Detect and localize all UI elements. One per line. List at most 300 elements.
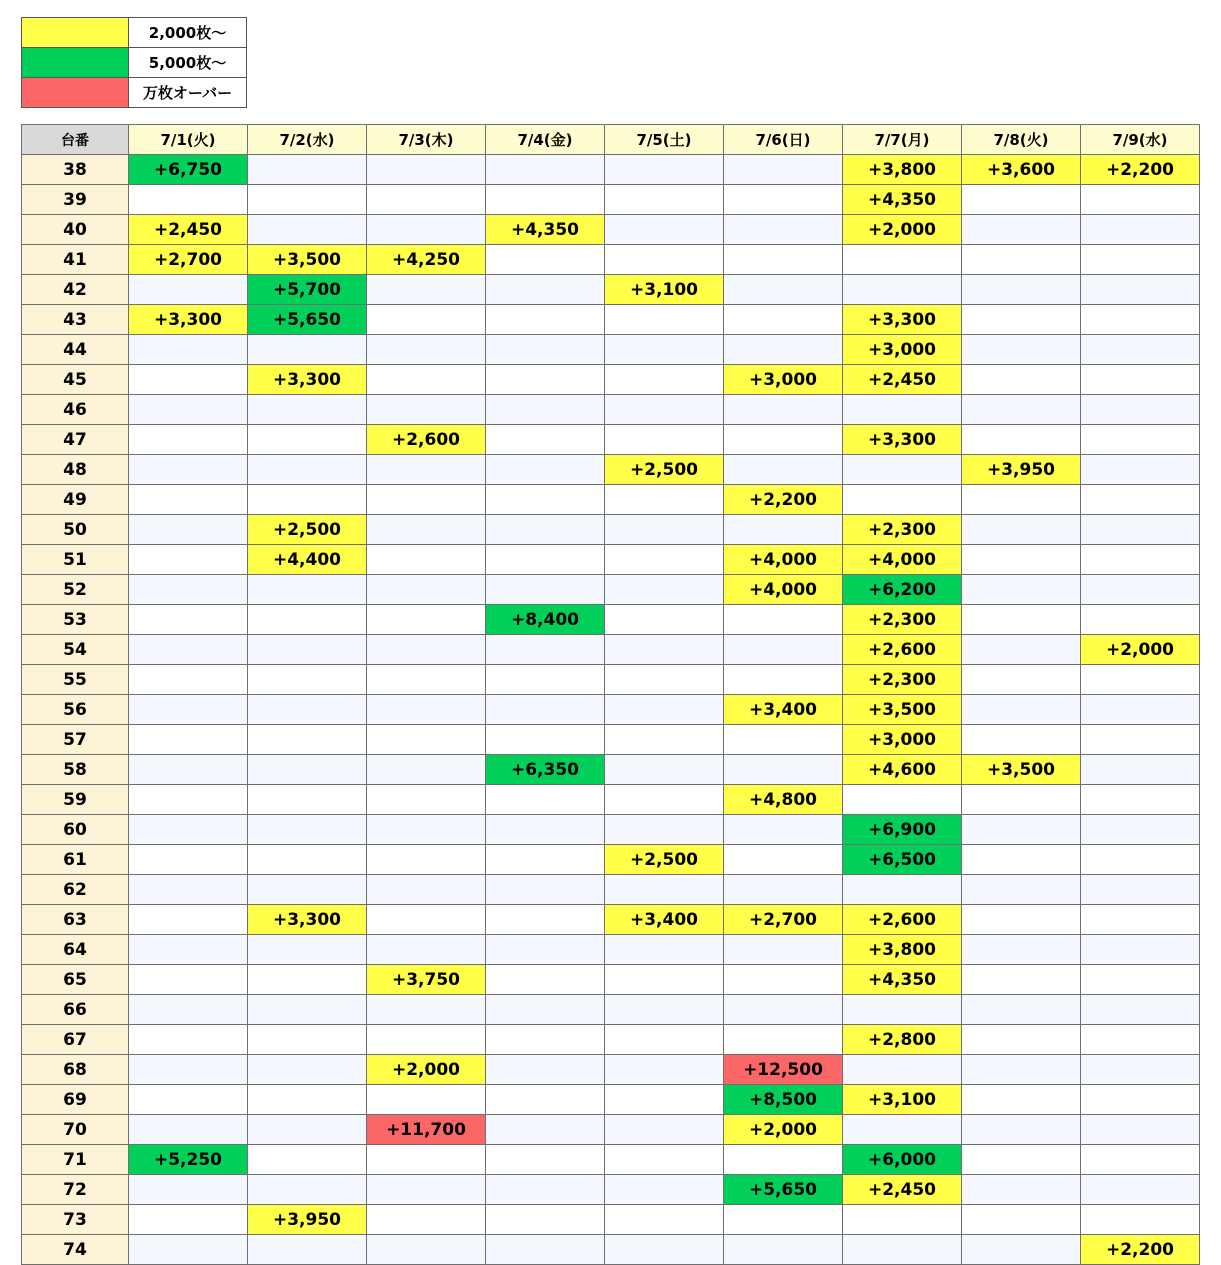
result-cell <box>1081 1025 1200 1055</box>
result-cell: +2,300 <box>843 605 962 635</box>
result-cell <box>1081 245 1200 275</box>
machine-number: 46 <box>22 395 129 425</box>
result-cell: +2,600 <box>843 905 962 935</box>
result-cell: +2,000 <box>724 1115 843 1145</box>
result-cell <box>248 695 367 725</box>
result-cell: +3,800 <box>843 935 962 965</box>
result-cell <box>605 1055 724 1085</box>
result-cell <box>486 665 605 695</box>
result-cell: +3,400 <box>724 695 843 725</box>
machine-number: 62 <box>22 875 129 905</box>
table-row <box>22 215 1200 245</box>
result-cell <box>843 455 962 485</box>
result-cell <box>248 845 367 875</box>
result-cell <box>248 1025 367 1055</box>
result-cell <box>724 155 843 185</box>
result-cell <box>843 995 962 1025</box>
table-row <box>22 1085 1200 1115</box>
machine-number: 71 <box>22 1145 129 1175</box>
machine-number-header: 台番 <box>22 125 129 155</box>
result-cell <box>129 635 248 665</box>
legend-label: 2,000枚～ <box>129 18 247 48</box>
result-cell <box>1081 575 1200 605</box>
table-row <box>22 275 1200 305</box>
result-cell: +4,000 <box>724 545 843 575</box>
result-cell <box>486 1055 605 1085</box>
result-cell <box>1081 515 1200 545</box>
legend-table <box>21 17 247 108</box>
result-cell <box>962 305 1081 335</box>
machine-number: 74 <box>22 1235 129 1265</box>
result-cell <box>486 695 605 725</box>
machine-number: 52 <box>22 575 129 605</box>
legend-row <box>22 78 247 108</box>
result-cell: +12,500 <box>724 1055 843 1085</box>
result-cell <box>724 245 843 275</box>
result-cell <box>367 605 486 635</box>
machine-number: 61 <box>22 845 129 875</box>
machine-number: 49 <box>22 485 129 515</box>
result-cell <box>1081 785 1200 815</box>
result-cell <box>724 725 843 755</box>
result-cell <box>1081 965 1200 995</box>
date-header: 7/9(水) <box>1081 125 1200 155</box>
result-cell: +2,700 <box>724 905 843 935</box>
result-cell <box>367 785 486 815</box>
result-cell <box>248 485 367 515</box>
result-cell <box>367 575 486 605</box>
machine-number: 58 <box>22 755 129 785</box>
result-cell <box>486 635 605 665</box>
result-cell <box>724 215 843 245</box>
result-cell <box>367 215 486 245</box>
table-row <box>22 155 1200 185</box>
date-header: 7/3(木) <box>367 125 486 155</box>
result-cell <box>248 215 367 245</box>
result-cell <box>486 515 605 545</box>
table-row <box>22 635 1200 665</box>
result-cell <box>1081 1205 1200 1235</box>
result-cell: +6,000 <box>843 1145 962 1175</box>
result-cell: +2,800 <box>843 1025 962 1055</box>
result-cell <box>605 1235 724 1265</box>
result-cell <box>129 695 248 725</box>
result-cell: +2,500 <box>605 845 724 875</box>
result-cell <box>605 1175 724 1205</box>
result-cell <box>605 185 724 215</box>
result-cell <box>962 725 1081 755</box>
result-cell: +2,500 <box>248 515 367 545</box>
result-cell <box>605 1115 724 1145</box>
result-cell <box>605 335 724 365</box>
result-cell <box>486 545 605 575</box>
result-cell <box>129 1025 248 1055</box>
result-cell <box>605 1145 724 1175</box>
result-cell <box>486 305 605 335</box>
result-cell <box>129 785 248 815</box>
result-cell <box>486 1115 605 1145</box>
table-row <box>22 245 1200 275</box>
result-cell <box>367 1205 486 1235</box>
result-cell <box>129 395 248 425</box>
machine-number: 39 <box>22 185 129 215</box>
result-cell <box>962 815 1081 845</box>
result-cell <box>367 365 486 395</box>
result-cell <box>129 335 248 365</box>
result-cell <box>248 1085 367 1115</box>
result-cell <box>605 875 724 905</box>
result-cell <box>962 365 1081 395</box>
result-cell <box>367 725 486 755</box>
result-cell <box>129 815 248 845</box>
result-cell <box>367 935 486 965</box>
result-cell <box>962 1025 1081 1055</box>
result-cell <box>962 1175 1081 1205</box>
result-cell <box>129 515 248 545</box>
result-cell <box>605 545 724 575</box>
result-cell: +4,350 <box>843 965 962 995</box>
result-cell <box>962 185 1081 215</box>
result-cell <box>605 725 724 755</box>
result-cell <box>367 845 486 875</box>
result-cell <box>605 215 724 245</box>
result-cell <box>367 395 486 425</box>
result-cell <box>1081 485 1200 515</box>
result-cell: +3,800 <box>843 155 962 185</box>
date-header: 7/4(金) <box>486 125 605 155</box>
result-cell: +3,100 <box>843 1085 962 1115</box>
result-cell <box>486 1145 605 1175</box>
result-cell <box>248 1055 367 1085</box>
result-cell: +2,000 <box>843 215 962 245</box>
result-cell <box>724 425 843 455</box>
machine-number: 70 <box>22 1115 129 1145</box>
result-cell <box>129 665 248 695</box>
result-cell <box>962 485 1081 515</box>
result-cell <box>367 875 486 905</box>
result-cell <box>724 1205 843 1235</box>
result-cell <box>248 755 367 785</box>
result-cell <box>724 335 843 365</box>
result-cell: +3,950 <box>962 455 1081 485</box>
result-cell <box>367 1025 486 1055</box>
result-cell <box>367 485 486 515</box>
result-cell: +11,700 <box>367 1115 486 1145</box>
machine-number: 65 <box>22 965 129 995</box>
result-cell <box>605 755 724 785</box>
result-cell <box>724 185 843 215</box>
result-cell <box>486 335 605 365</box>
result-cell <box>605 1085 724 1115</box>
result-cell <box>605 515 724 545</box>
result-cell <box>367 335 486 365</box>
machine-number: 48 <box>22 455 129 485</box>
result-cell <box>129 185 248 215</box>
result-cell <box>248 635 367 665</box>
date-header: 7/7(月) <box>843 125 962 155</box>
result-cell <box>724 1025 843 1055</box>
result-cell <box>724 605 843 635</box>
result-cell: +3,000 <box>843 335 962 365</box>
machine-number: 72 <box>22 1175 129 1205</box>
result-cell: +2,600 <box>843 635 962 665</box>
table-row <box>22 335 1200 365</box>
result-cell <box>962 665 1081 695</box>
result-cell <box>843 785 962 815</box>
result-cell <box>129 1085 248 1115</box>
machine-number: 55 <box>22 665 129 695</box>
table-row <box>22 815 1200 845</box>
result-cell <box>486 725 605 755</box>
result-cell <box>367 275 486 305</box>
result-cell <box>248 1145 367 1175</box>
result-cell <box>605 635 724 665</box>
result-cell <box>486 1085 605 1115</box>
result-cell <box>605 485 724 515</box>
table-row <box>22 785 1200 815</box>
result-cell: +4,800 <box>724 785 843 815</box>
result-cell: +5,650 <box>248 305 367 335</box>
result-cell <box>486 245 605 275</box>
result-cell <box>486 965 605 995</box>
result-cell <box>486 785 605 815</box>
result-cell <box>605 425 724 455</box>
result-cell <box>486 875 605 905</box>
result-cell <box>724 815 843 845</box>
machine-number: 38 <box>22 155 129 185</box>
result-cell <box>605 1205 724 1235</box>
result-cell <box>962 935 1081 965</box>
result-cell <box>129 725 248 755</box>
result-cell <box>962 605 1081 635</box>
result-cell <box>1081 905 1200 935</box>
result-cell <box>129 365 248 395</box>
legend-row <box>22 18 247 48</box>
result-cell <box>248 335 367 365</box>
result-cell <box>129 845 248 875</box>
machine-number: 57 <box>22 725 129 755</box>
result-cell <box>248 185 367 215</box>
result-cell <box>724 845 843 875</box>
machine-number: 66 <box>22 995 129 1025</box>
table-row <box>22 395 1200 425</box>
result-cell: +2,700 <box>129 245 248 275</box>
result-cell <box>962 785 1081 815</box>
result-cell: +3,300 <box>843 305 962 335</box>
machine-number: 45 <box>22 365 129 395</box>
result-cell: +6,500 <box>843 845 962 875</box>
result-cell <box>129 935 248 965</box>
machine-number: 73 <box>22 1205 129 1235</box>
result-cell <box>1081 305 1200 335</box>
result-cell <box>486 395 605 425</box>
result-cell <box>248 785 367 815</box>
result-cell <box>129 425 248 455</box>
result-cell <box>367 665 486 695</box>
result-cell <box>605 995 724 1025</box>
result-cell: +6,350 <box>486 755 605 785</box>
result-cell <box>724 755 843 785</box>
result-cell <box>962 545 1081 575</box>
result-cell <box>962 1205 1081 1235</box>
result-cell <box>248 1115 367 1145</box>
result-cell <box>367 1235 486 1265</box>
result-cell <box>248 575 367 605</box>
result-cell: +3,000 <box>843 725 962 755</box>
result-cell <box>486 185 605 215</box>
result-cell: +2,300 <box>843 515 962 545</box>
result-cell <box>1081 455 1200 485</box>
result-cell: +5,650 <box>724 1175 843 1205</box>
machine-number: 54 <box>22 635 129 665</box>
machine-number: 64 <box>22 935 129 965</box>
result-cell <box>367 455 486 485</box>
result-cell: +3,000 <box>724 365 843 395</box>
result-cell <box>1081 605 1200 635</box>
result-cell <box>605 815 724 845</box>
table-row <box>22 455 1200 485</box>
result-cell <box>486 455 605 485</box>
result-cell <box>843 275 962 305</box>
result-cell: +4,000 <box>724 575 843 605</box>
results-table <box>21 124 1200 1265</box>
result-cell <box>367 515 486 545</box>
result-cell <box>962 905 1081 935</box>
table-row <box>22 365 1200 395</box>
machine-number: 63 <box>22 905 129 935</box>
table-row <box>22 1145 1200 1175</box>
result-cell <box>129 455 248 485</box>
result-cell <box>1081 875 1200 905</box>
result-cell <box>1081 1085 1200 1115</box>
machine-number: 67 <box>22 1025 129 1055</box>
machine-number: 43 <box>22 305 129 335</box>
result-cell <box>248 1175 367 1205</box>
result-cell <box>605 1025 724 1055</box>
result-cell: +6,900 <box>843 815 962 845</box>
result-cell <box>1081 425 1200 455</box>
machine-number: 47 <box>22 425 129 455</box>
result-cell <box>367 905 486 935</box>
result-cell <box>962 695 1081 725</box>
result-cell <box>962 1085 1081 1115</box>
result-cell <box>962 1145 1081 1175</box>
date-header: 7/6(日) <box>724 125 843 155</box>
result-cell: +3,300 <box>129 305 248 335</box>
machine-number: 44 <box>22 335 129 365</box>
result-cell <box>367 755 486 785</box>
machine-number: 51 <box>22 545 129 575</box>
machine-number: 40 <box>22 215 129 245</box>
legend-swatch <box>22 78 129 108</box>
machine-number: 41 <box>22 245 129 275</box>
table-row <box>22 665 1200 695</box>
result-cell <box>605 575 724 605</box>
result-cell <box>962 215 1081 245</box>
result-cell <box>129 485 248 515</box>
result-cell <box>1081 995 1200 1025</box>
result-cell <box>367 1145 486 1175</box>
date-header: 7/8(火) <box>962 125 1081 155</box>
table-row <box>22 725 1200 755</box>
date-header: 7/5(土) <box>605 125 724 155</box>
machine-number: 68 <box>22 1055 129 1085</box>
result-cell: +3,500 <box>248 245 367 275</box>
result-cell <box>248 875 367 905</box>
result-cell <box>962 965 1081 995</box>
result-cell <box>129 875 248 905</box>
result-cell: +2,000 <box>1081 635 1200 665</box>
result-cell <box>962 1235 1081 1265</box>
result-cell <box>843 1235 962 1265</box>
result-cell <box>962 335 1081 365</box>
result-cell <box>962 575 1081 605</box>
result-cell <box>1081 1145 1200 1175</box>
result-cell <box>486 575 605 605</box>
result-cell <box>724 995 843 1025</box>
result-cell <box>1081 335 1200 365</box>
result-cell <box>129 905 248 935</box>
result-cell <box>1081 845 1200 875</box>
result-cell: +4,250 <box>367 245 486 275</box>
result-cell <box>248 425 367 455</box>
result-cell <box>367 995 486 1025</box>
result-cell <box>1081 755 1200 785</box>
result-cell: +6,750 <box>129 155 248 185</box>
table-row <box>22 965 1200 995</box>
result-cell: +3,300 <box>248 905 367 935</box>
machine-number: 56 <box>22 695 129 725</box>
result-cell <box>843 1055 962 1085</box>
result-cell <box>724 875 843 905</box>
result-cell <box>605 965 724 995</box>
result-cell <box>248 965 367 995</box>
result-cell <box>248 665 367 695</box>
result-cell: +2,300 <box>843 665 962 695</box>
result-cell <box>605 155 724 185</box>
result-cell <box>1081 365 1200 395</box>
result-cell: +8,400 <box>486 605 605 635</box>
result-cell <box>962 845 1081 875</box>
table-row <box>22 305 1200 335</box>
result-cell <box>367 155 486 185</box>
result-cell <box>367 1175 486 1205</box>
result-cell <box>486 425 605 455</box>
result-cell <box>1081 725 1200 755</box>
result-cell <box>367 1085 486 1115</box>
table-row <box>22 1055 1200 1085</box>
result-cell <box>248 1235 367 1265</box>
table-row <box>22 845 1200 875</box>
result-cell <box>962 515 1081 545</box>
result-cell <box>1081 395 1200 425</box>
result-cell <box>486 905 605 935</box>
table-row <box>22 755 1200 785</box>
result-cell: +2,450 <box>129 215 248 245</box>
result-cell: +4,350 <box>486 215 605 245</box>
machine-number: 50 <box>22 515 129 545</box>
result-cell: +3,300 <box>248 365 367 395</box>
result-cell <box>843 245 962 275</box>
result-cell <box>486 935 605 965</box>
result-cell <box>248 815 367 845</box>
result-cell <box>129 545 248 575</box>
result-cell <box>129 1235 248 1265</box>
result-cell <box>129 1205 248 1235</box>
legend-swatch <box>22 48 129 78</box>
table-row <box>22 545 1200 575</box>
table-row <box>22 575 1200 605</box>
